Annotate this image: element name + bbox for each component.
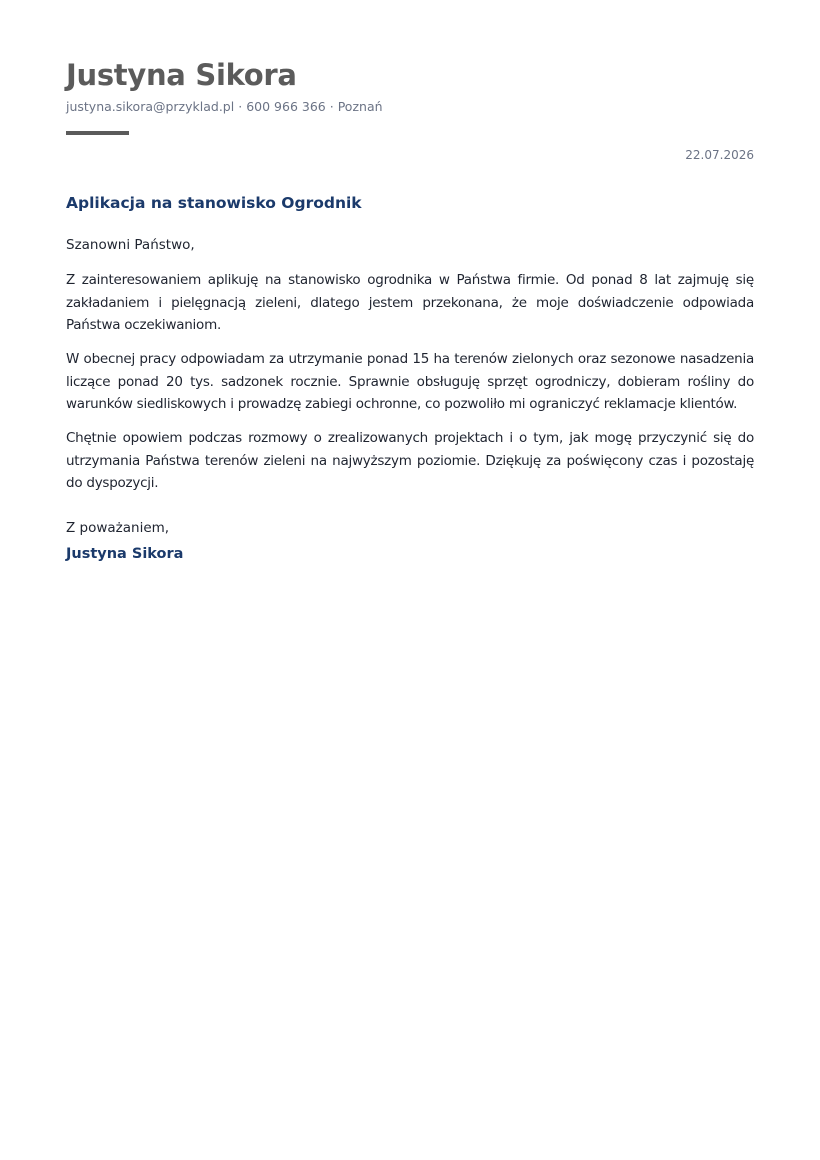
body-paragraph: W obecnej pracy odpowiadam za utrzymanie ponad 15 ha terenów zielonych oraz sezonowe nasadzenia liczące ponad 20 tys. sadzonek rocznie. Sprawnie obsługuję sprzęt ogrodniczy, dobieram rośliny do warunków siedliskowych i prowadzę zabiegi ochronne, co pozwoliło mi ograniczyć reklamacje klientów. bbox=[66, 351, 754, 412]
cover-letter-page bbox=[66, 0, 754, 1160]
body-paragraph: Z zainteresowaniem aplikuję na stanowisko ogrodnika w Państwa firmie. Od ponad 8 lat zajmuję się zakładaniem i pielęgnacją zieleni, dlatego jestem przekonana, że moje doświadczenie odpowiada Państwa oczekiwaniom. bbox=[66, 272, 754, 333]
letter-subject: Aplikacja na stanowisko Ogrodnik bbox=[66, 194, 362, 212]
signature-name: Justyna Sikora bbox=[66, 546, 184, 562]
separator: · bbox=[238, 99, 243, 114]
city-text: Poznań bbox=[337, 99, 383, 114]
body-paragraph: Chętnie opowiem podczas rozmowy o zrealizowanych projektach i o tym, jak mogę przyczynić się do utrzymania Państwa terenów zieleni na najwyższym poziomie. Dziękuję za poświęcony czas i pozostaję do dyspozycji. bbox=[66, 430, 754, 491]
header-divider bbox=[66, 131, 129, 135]
email-text: justyna.sikora@przyklad.pl bbox=[66, 99, 235, 114]
closing-phrase: Z poważaniem, bbox=[66, 520, 170, 536]
sender-name: Justyna Sikora bbox=[66, 58, 297, 92]
phone-text: 600 966 366 bbox=[246, 99, 326, 114]
separator: · bbox=[329, 99, 334, 114]
contact-line bbox=[66, 98, 383, 116]
letter-body bbox=[66, 269, 754, 506]
letter-date: 22.07.2026 bbox=[685, 148, 754, 162]
salutation: Szanowni Państwo, bbox=[66, 237, 195, 253]
